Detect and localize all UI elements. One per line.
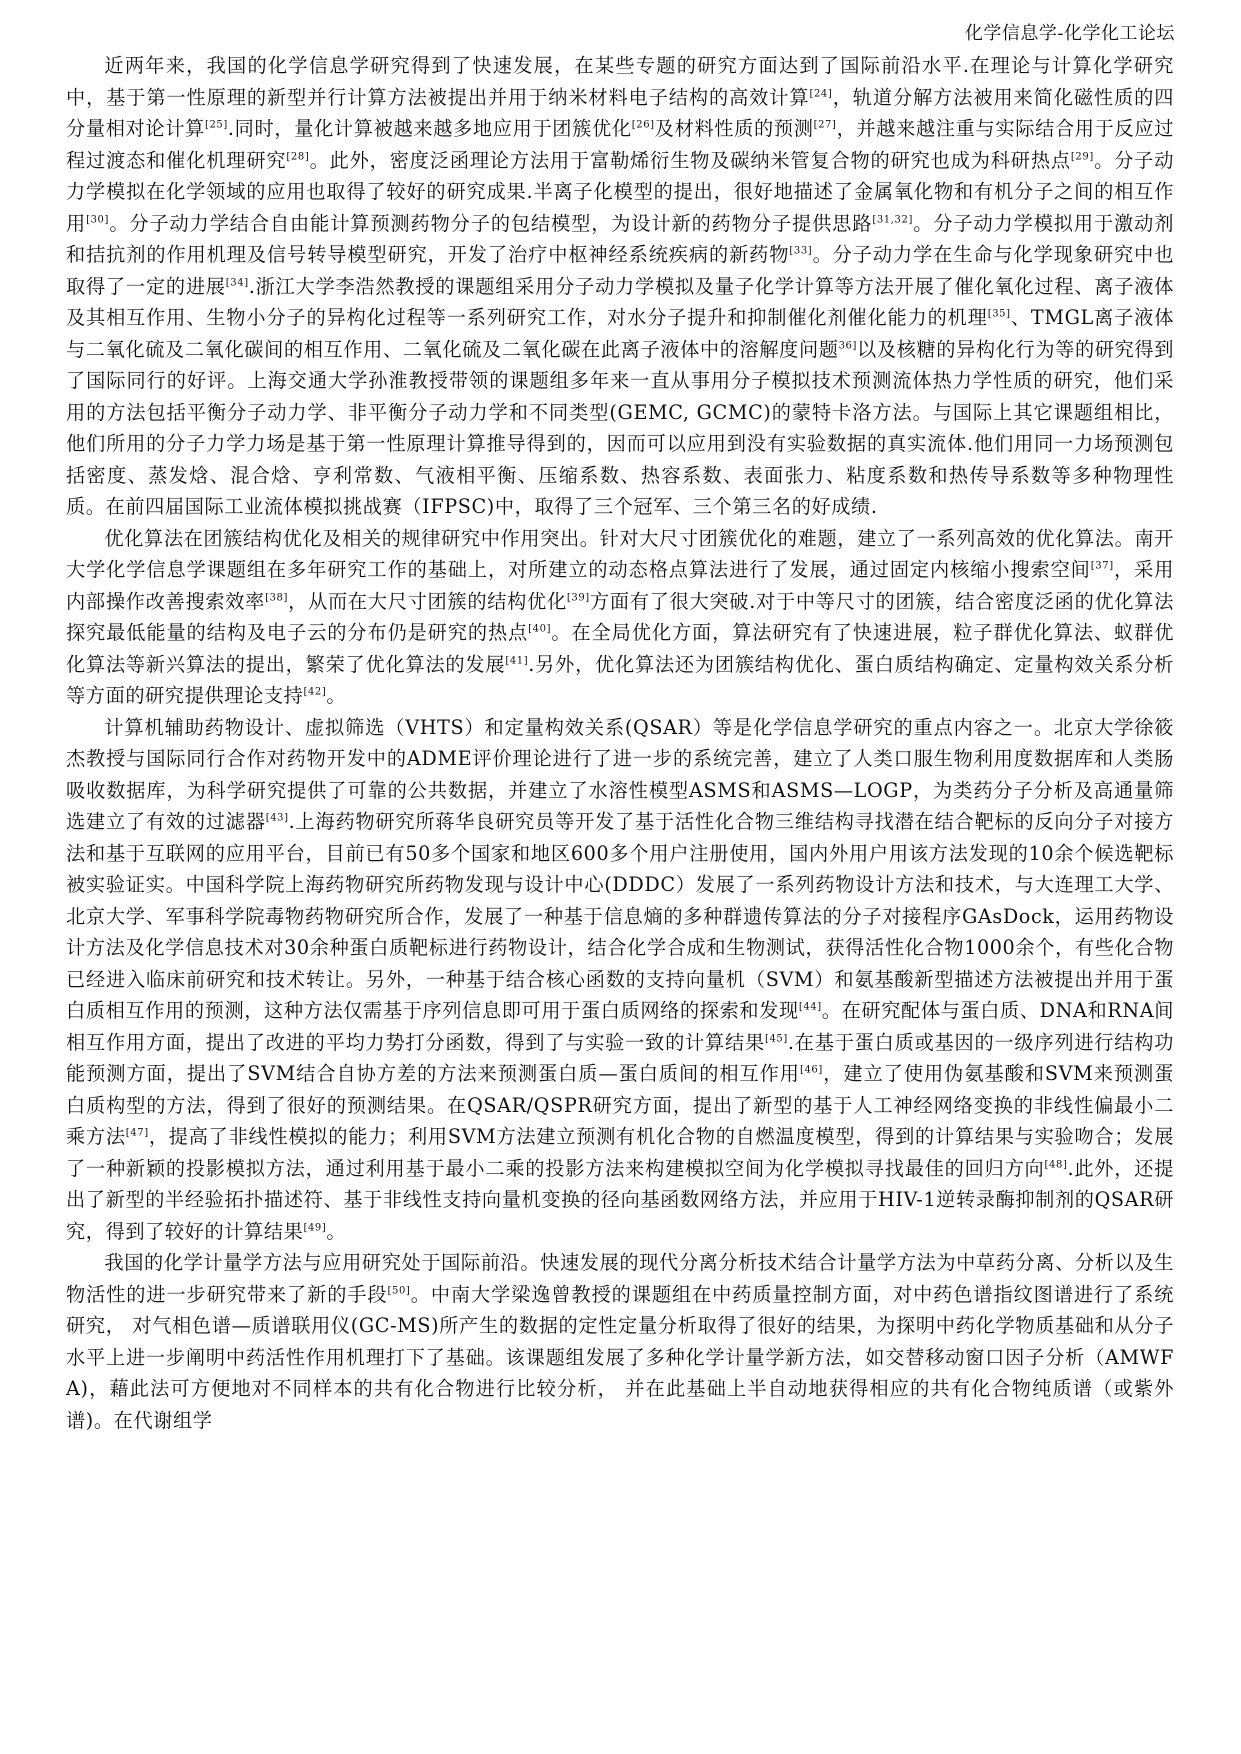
citation-marker: [27] [813,119,837,131]
citation-marker: [50] [387,1285,411,1297]
citation-marker: [24] [809,88,833,100]
text-run: 方面有了很大突破.对于中等尺寸的团簇，结合密度泛函的优化算法探究最低能量的结构及电子云的分布仍是研究的热点 [66,589,1174,644]
text-run: .浙江大学李浩然教授的课题组采用分子动力学模拟及量子化学计算等方法开展了催化氧化过程、离子液体及其相互作用、生物小分子的异构化过程等一系列研究工作，对水分子提升和抑制催化剂催化能力的机理 [66,274,1174,329]
body-paragraph [66,523,1174,712]
citation-marker: [40] [528,623,552,635]
citation-marker: [45] [764,1033,788,1045]
body-paragraph [66,1247,1174,1436]
text-run: 计算机辅助药物设计、虚拟筛选（VHTS）和定量构效关系(QSAR）等是化学信息学研究的重点内容之一。北京大学徐筱杰教授与国际同行合作对药物开发中的ADME评价理论进行了进一步的系统完善，建立了人类口服生物利用度数据库和人类肠吸收数据库，为科学研究提供了可靠的公共数据，并建立了水溶性模型ASMS和ASMS—LOGP，为类药分子分析及高通量筛选建立了有效的过滤器 [66,715,1174,833]
text-run: 。在研究配体与蛋白质、DNA和RNA间相互作用方面，提出了改进的平均力势打分函数，得到了与实验一致的计算结果 [66,999,1174,1054]
citation-marker: [41] [505,655,529,667]
body-paragraph [66,50,1174,523]
text-run: 、TMGL离子液体与二氧化硫及二氧化碳间的相互作用、二氧化硫及二氧化碳在此离子液体中的溶解度问题 [66,306,1174,361]
citation-marker: [35] [987,308,1011,320]
text-run: .同时，量化计算被越来越多地应用于团簇优化 [227,117,632,140]
text-run: 以及核糖的异构化行为等的研究得到了国际同行的好评。上海交通大学孙淮教授带领的课题组多年来一直从事用分子模拟技术预测流体热力学性质的研究，他们采用的方法包括平衡分子动力学、非平衡分子动力学和不同类型(GEMC, GCMC)的蒙特卡洛方法。与国际上其它课题组相比，他们所用的分子力学力场是基于第一性原理计算推导得到的，因而可以应用到没有实验数据的真实流体.他们用同一力场预测包括密度、蒸发焓、混合焓、亨利常数、气液相平衡、压缩系数、热容系数、表面张力、粘度系数和热传导系数等多种物理性质。在前四届国际工业流体模拟挑战赛（IFPSC)中，取得了三个冠军、三个第三名的好成绩. [66,337,1174,518]
text-run: 。 [326,684,347,707]
citation-marker: [44] [798,1001,822,1013]
text-run: 。 [326,1219,347,1243]
text-run: 及材料性质的预测 [654,117,814,140]
text-run: 。分子动力学在生命与化学现象研究中也取得了一定的进展 [66,243,1174,298]
citation-marker: [46] [799,1064,823,1076]
citation-marker: 36] [838,340,858,352]
text-run: 近两年来，我国的化学信息学研究得到了快速发展，在某些专题的研究方面达到了国际前沿水平.在理论与计算化学研究中，基于第一性原理的新型并行计算方法被提出并用于纳米材料电子结构的高效计算 [66,54,1174,109]
text-run: ，从而在大尺寸团簇的结构优化 [288,589,567,613]
text-run: ，轨道分解方法被用来简化磁性质的四分量相对论计算 [66,85,1174,140]
citation-marker: [47] [125,1127,149,1139]
citation-marker: [28] [286,151,310,163]
text-run: 。分子动力学结合自由能计算预测药物分子的包结模型，为设计新的药物分子提供思路 [109,211,873,235]
body-paragraph [66,712,1174,1248]
text-run: .上海药物研究所蒋华良研究员等开发了基于活性化合物三维结构寻找潜在结合靶标的反向分子对接方法和基于互联网的应用平台，目前已有50多个国家和地区600多个用户注册使用，国内外用户用该方法发现的10余个候选靶标被实验证实。中国科学院上海药物研究所药物发现与设计中心(DDDC）发展了一系列药物设计方法和技术，与大连理工大学、北京大学、军事科学院毒物药物研究所合作，发展了一种基于信息熵的多种群遗传算法的分子对接程序GAsDock，运用药物设计方法及化学信息技术对30余种蛋白质靶标进行药物设计，结合化学合成和生物测试，获得活性化合物1000余个，有些化合物已经进入临床前研究和技术转让。另外，一种基于结合核心函数的支持向量机（SVM）和氨基酸新型描述方法被提出并用于蛋白质相互作用的预测，这种方法仅需基于序列信息即可用于蛋白质网络的探索和发现 [66,810,1174,1022]
citation-marker: [42] [303,686,327,698]
body-text [66,50,1174,1436]
text-run: ，提高了非线性模拟的能力；利用SVM方法建立预测有机化合物的自燃温度模型，得到的计算结果与实验吻合；发展了一种新颖的投影模拟方法，通过利用基于最小二乘的投影方法来构建模拟空间为化学模拟寻找最佳的回归方向 [66,1125,1174,1180]
citation-marker: [34] [225,277,249,289]
text-run: 优化算法在团簇结构优化及相关的规律研究中作用突出。针对大尺寸团簇优化的难题，建立了一系列高效的优化算法。南开大学化学信息学课题组在多年研究工作的基础上，对所建立的动态格点算法进行了发展，通过固定内核缩小搜索空间 [66,526,1174,581]
citation-marker: [31,32] [872,214,913,226]
text-run: 。分子动力学模拟用于激动剂和拮抗剂的作用机理及信号转导模型研究，开发了治疗中枢神经系统疾病的新药物 [66,211,1174,266]
citation-marker: [48] [1044,1159,1068,1171]
text-run: 。分子动力学模拟在化学领域的应用也取得了较好的研究成果.半离子化模型的提出，很好地描述了金属氧化物和有机分子之间的相互作用 [66,148,1174,235]
citation-marker: [25] [204,119,228,131]
text-run: ，并越来越注重与实际结合用于反应过程过渡态和催化机理研究 [66,117,1174,172]
text-run: ，采用内部操作改善搜索效率 [66,558,1174,613]
text-run: 。中南大学梁逸曾教授的课题组在中药质量控制方面，对中药色谱指纹图谱进行了系统研究， 对气相色谱—质谱联用仪(GC-MS)所产生的数据的定性定量分析取得了很好的结果，为探明中药化学物质基础和从分子水平上进一步阐明中药活性作用机理打下了基础。该课题组发展了多种化学计量学新方法，如交替移动窗口因子分析（AMWFA)，藉此法可方便地对不同样本的共有化合物进行比较分析， 并在此基础上半自动地获得相应的共有化合物纯质谱（或紫外谱)。在代谢组学 [66,1282,1174,1432]
citation-marker: [33] [789,245,813,257]
text-run: 。在全局优化方面，算法研究有了快速进展，粒子群优化算法、蚁群优化算法等新兴算法的提出，繁荣了优化算法的发展 [66,621,1174,676]
citation-marker: [29] [1070,151,1094,163]
citation-marker: [30] [86,214,110,226]
text-run: .在基于蛋白质或基因的一级序列进行结构功能预测方面，提出了SVM结合自协方差的方法来预测蛋白质—蛋白质间的相互作用 [66,1030,1174,1085]
text-run: .此外，还提出了新型的半经验拓扑描述符、基于非线性支持向量机变换的径向基函数网络方法，并应用于HIV-1逆转录酶抑制剂的QSAR研究，得到了较好的计算结果 [66,1156,1175,1243]
citation-marker: [37] [1090,560,1114,572]
text-run: 。此外，密度泛函理论方法用于富勒烯衍生物及碳纳米管复合物的研究也成为科研热点 [309,148,1071,172]
citation-marker: [49] [303,1222,327,1234]
running-header: 化学信息学-化学化工论坛 [964,23,1175,44]
citation-marker: [39] [566,592,590,604]
text-run: 我国的化学计量学方法与应用研究处于国际前沿。快速发展的现代分离分析技术结合计量学方法为中草药分离、分析以及生物活性的进一步研究带来了新的手段 [66,1251,1174,1306]
text-run: .另外，优化算法还为团簇结构优化、蛋白质结构确定、定量构效关系分析等方面的研究提供理论支持 [66,652,1174,707]
citation-marker: [43] [265,812,289,824]
citation-marker: [26] [631,119,655,131]
text-run: ，建立了使用伪氨基酸和SVM来预测蛋白质构型的方法，得到了很好的预测结果。在QSAR/QSPR研究方面，提出了新型的基于人工神经网络变换的非线性偏最小二乘方法 [66,1062,1174,1148]
citation-marker: [38] [265,592,289,604]
